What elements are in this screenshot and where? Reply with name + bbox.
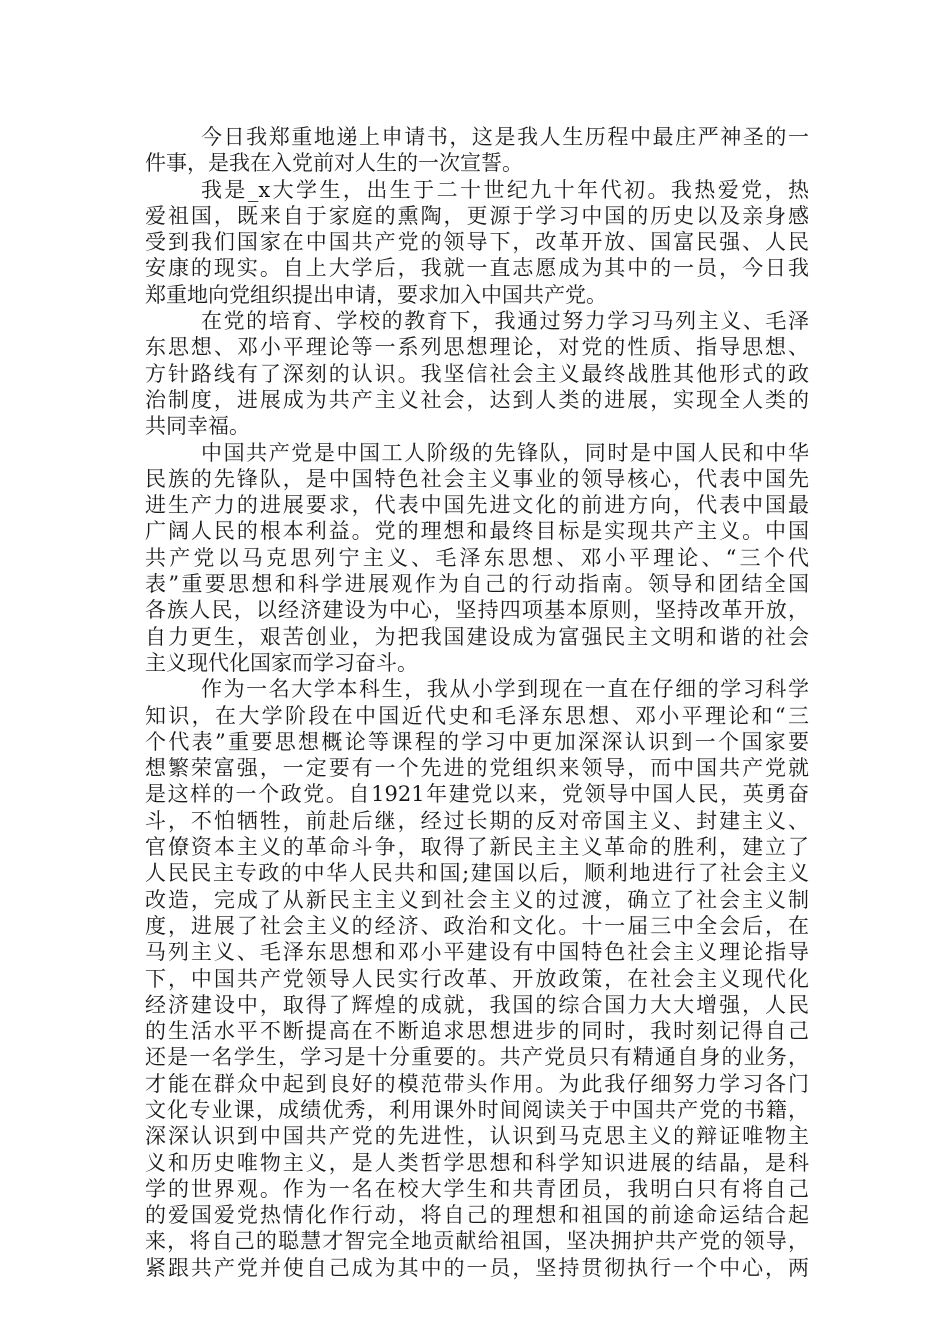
text-line: 东思想、邓小平理论等一系列思想理论，对党的性质、指导思想、 (145, 335, 809, 360)
text-line: 紧跟共产党并使自己成为其中的一员，坚持贯彻执行一个中心，两 (145, 1255, 809, 1280)
text-line: 度，进展了社会主义的经济、政治和文化。十一届三中全会后，在 (145, 913, 809, 938)
text-line: 深深认识到中国共产党的先进性，认识到马克思主义的辩证唯物主 (145, 1124, 809, 1149)
text-line: 在党的培育、学校的教育下，我通过努力学习马列主义、毛泽 (201, 309, 809, 334)
text-line: 共同幸福。 (145, 414, 250, 439)
text-line: 下，中国共产党领导人民实行改革、开放政策，在社会主义现代化 (145, 966, 809, 991)
text-line: 爱祖国，既来自于家庭的熏陶，更源于学习中国的历史以及亲身感 (145, 203, 809, 228)
paragraph (145, 124, 809, 177)
paragraph (145, 676, 809, 1281)
text-line: 共产党以马克思列宁主义、毛泽东思想、邓小平理论、“三个代 (145, 545, 809, 570)
text-line: 自力更生，艰苦创业，为把我国建设成为富强民主文明和谐的社会 (145, 624, 809, 649)
paragraph (145, 177, 809, 308)
text-line: 安康的现实。自上大学后，我就一直志愿成为其中的一员，今日我 (145, 256, 809, 281)
text-line: 文化专业课，成绩优秀，利用课外时间阅读关于中国共产党的书籍， (145, 1097, 809, 1122)
text-line: 作为一名大学本科生，我从小学到现在一直在仔细的学习科学 (201, 677, 809, 702)
text-line: 来，将自己的聪慧才智完全地贡献给祖国，坚决拥护共产党的领导， (145, 1229, 809, 1254)
text-line: 我是_x大学生，出生于二十世纪九十年代初。我热爱党，热 (201, 177, 809, 202)
text-line: 中国共产党是中国工人阶级的先锋队，同时是中国人民和中华 (201, 440, 809, 465)
text-line: 个代表”重要思想概论等课程的学习中更加深深认识到一个国家要 (145, 729, 809, 754)
text-line: 广阔人民的根本利益。党的理想和最终目标是实现共产主义。中国 (145, 519, 809, 544)
text-line: 治制度，进展成为共产主义社会，达到人类的进展，实现全人类的 (145, 387, 809, 412)
text-line: 表”重要思想和科学进展观作为自己的行动指南。领导和团结全国 (145, 572, 809, 597)
text-line: 进生产力的进展要求，代表中国先进文化的前进方向，代表中国最 (145, 493, 809, 518)
text-line: 官僚资本主义的革命斗争，取得了新民主主义革命的胜利，建立了 (145, 835, 809, 860)
text-line: 还是一名学生，学习是十分重要的。共产党员只有精通自身的业务， (145, 1045, 809, 1070)
text-line: 受到我们国家在中国共产党的领导下，改革开放、国富民强、人民 (145, 230, 809, 255)
text-line: 改造，完成了从新民主主义到社会主义的过渡，确立了社会主义制 (145, 887, 809, 912)
text-line: 件事，是我在入党前对人生的一次宣誓。 (145, 151, 523, 176)
text-line: 的爱国爱党热情化作行动，将自己的理想和祖国的前途命运结合起 (145, 1203, 809, 1228)
text-line: 才能在群众中起到良好的模范带头作用。为此我仔细努力学习各门 (145, 1071, 809, 1096)
text-line: 今日我郑重地递上申请书，这是我人生历程中最庄严神圣的一 (201, 125, 809, 149)
text-line: 经济建设中，取得了辉煌的成就，我国的综合国力大大增强，人民 (145, 992, 809, 1017)
paragraph (145, 308, 809, 439)
text-line: 想繁荣富强，一定要有一个先进的党组织来领导，而中国共产党就 (145, 756, 809, 781)
text-line: 学的世界观。作为一名在校大学生和共青团员，我明白只有将自己 (145, 1176, 809, 1201)
text-line: 的生活水平不断提高在不断追求思想进步的同时，我时刻记得自己 (145, 1019, 809, 1044)
document-page (145, 124, 809, 1281)
text-line: 人民民主专政的中华人民共和国;建国以后，顺利地进行了社会主义 (145, 861, 809, 886)
text-line: 义和历史唯物主义，是人类哲学思想和科学知识进展的结晶，是科 (145, 1150, 809, 1175)
paragraph (145, 440, 809, 677)
text-line: 知识，在大学阶段在中国近代史和毛泽东思想、邓小平理论和“三 (145, 703, 809, 728)
text-line: 斗，不怕牺牲，前赴后继，经过长期的反对帝国主义、封建主义、 (145, 808, 809, 833)
text-line: 郑重地向党组织提出申请，要求加入中国共产党。 (145, 282, 607, 307)
text-line: 主义现代化国家而学习奋斗。 (145, 650, 418, 675)
text-line: 方针路线有了深刻的认识。我坚信社会主义最终战胜其他形式的政 (145, 361, 809, 386)
text-line: 各族人民，以经济建设为中心，坚持四项基本原则，坚持改革开放， (145, 598, 809, 623)
text-line: 马列主义、毛泽东思想和邓小平建设有中国特色社会主义理论指导 (145, 940, 809, 965)
text-line: 是这样的一个政党。自1921年建党以来，党领导中国人民，英勇奋 (145, 782, 809, 807)
text-line: 民族的先锋队，是中国特色社会主义事业的领导核心，代表中国先 (145, 466, 809, 491)
